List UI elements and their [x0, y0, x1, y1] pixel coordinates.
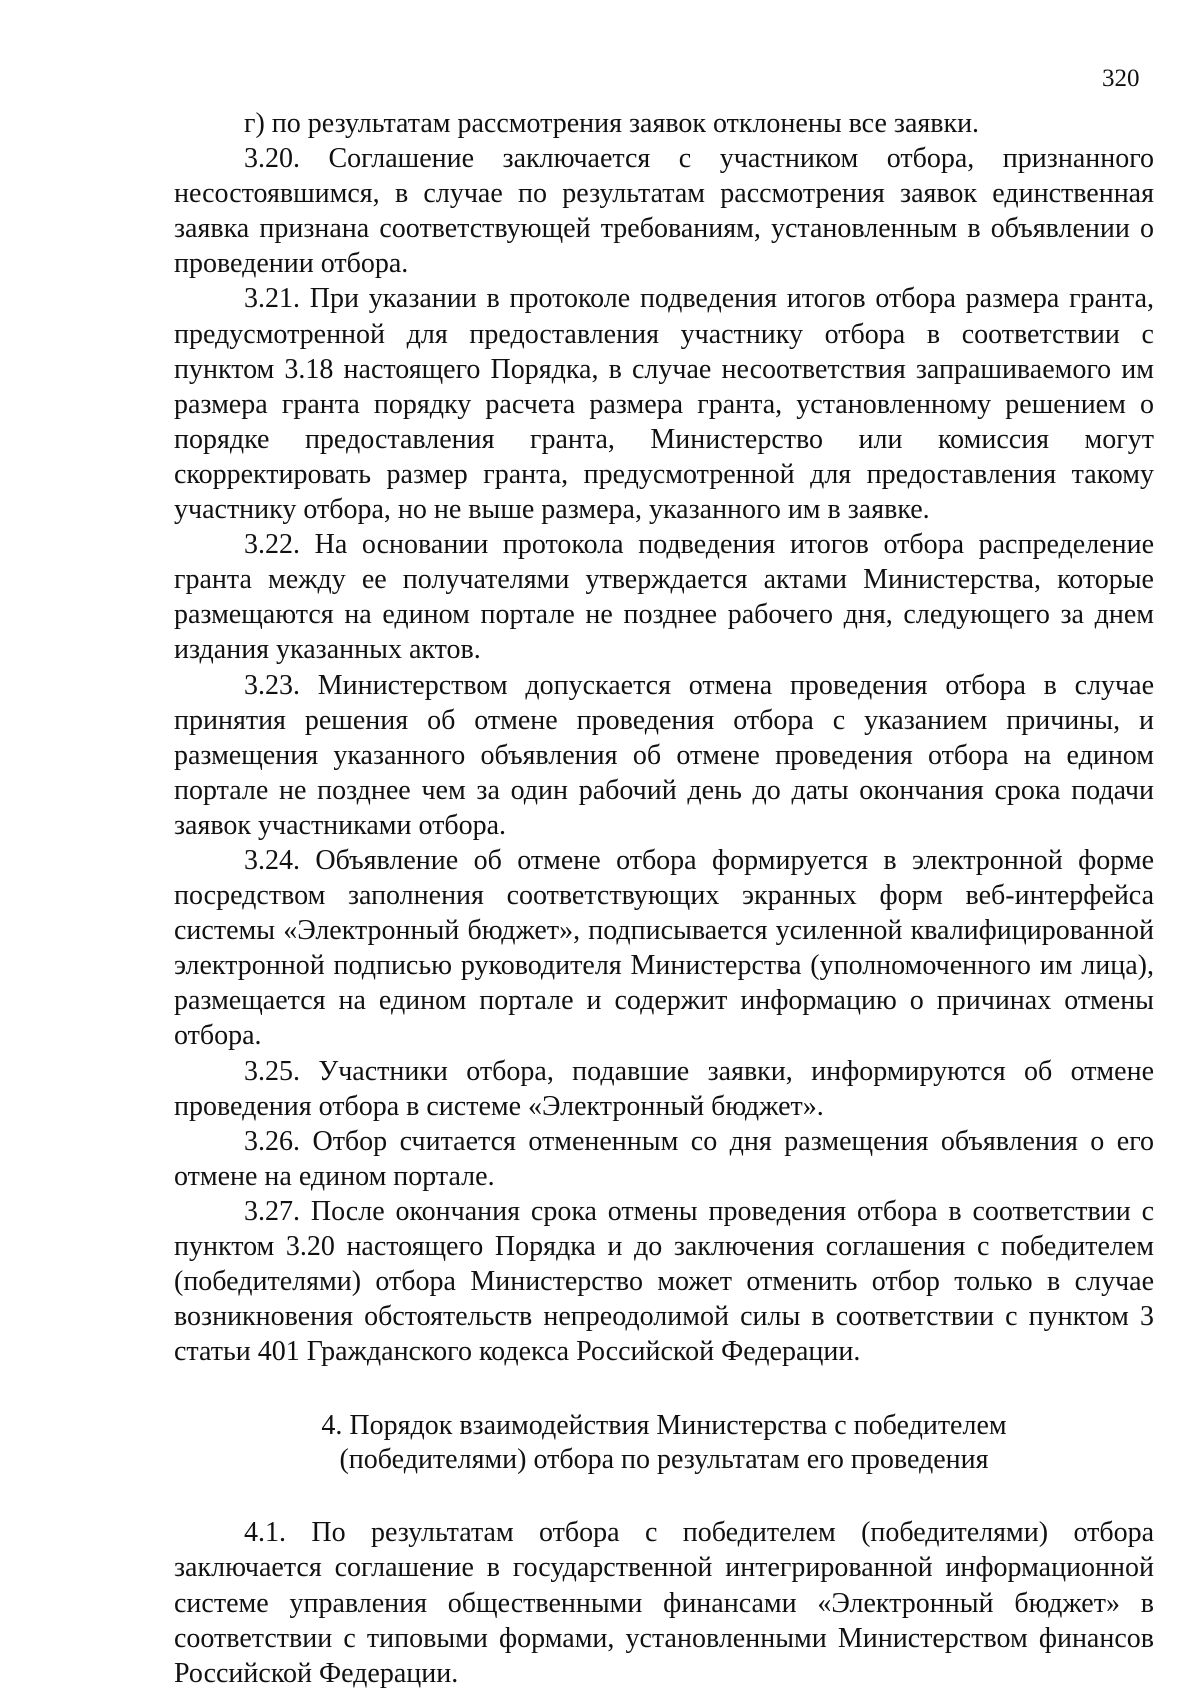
paragraph-3-21: 3.21. При указании в протоколе подведения итогов отбора размера гранта, предусмотренной для предоставления участнику отбора в соответствии с пунктом 3.18 настоящего Порядка, в случае несоответствия запрашиваемого им размера гранта порядку расчета размера гранта, установленному решением о порядке предоставления гранта, Министерство или комиссия могут скорректировать размер гранта, предусмотренной для предоставления такому участнику отбора, но не выше размера, указанного им в заявке.: [174, 283, 1154, 526]
paragraph-3-26: 3.26. Отбор считается отмененным со дня размещения объявления о его отмене на едином портале.: [174, 1125, 1154, 1192]
paragraph-4-1: 4.1. По результатам отбора с победителем (победителями) отбора заключается соглашение в государственной интегрированной информационной системе управления общественными финансами «Электронный бюджет» в соответствии с типовыми формами, установленными Министерством финансов Российской Федерации.: [174, 1517, 1154, 1689]
paragraph-3-20: 3.20. Соглашение заключается с участником отбора, признанного несостоявшимся, в случае по результатам рассмотрения заявок единственная заявка признана соответствующей требованиям, установленным в объявлении о проведении отбора.: [174, 143, 1154, 280]
paragraph-3-24: 3.24. Объявление об отмене отбора формируется в электронной форме посредством заполнения соответствующих экранных форм веб-интерфейса системы «Электронный бюджет», подписывается усиленной квалифицированной электронной подписью руководителя Министерства (уполномоченного им лица), размещается на едином портале и содержит информацию о причинах отмены отбора.: [174, 844, 1154, 1052]
paragraph-3-23: 3.23. Министерством допускается отмена проведения отбора в случае принятия решения об отмене проведения отбора с указанием причины, и размещения указанного объявления об отмене проведения отбора на едином портале не позднее чем за один рабочий день до даты окончания срока подачи заявок участниками отбора.: [174, 669, 1154, 841]
paragraph-3-25: 3.25. Участники отбора, подавшие заявки, информируются об отмене проведения отбора в системе «Электронный бюджет».: [174, 1055, 1154, 1122]
paragraph-3-27: 3.27. После окончания срока отмены проведения отбора в соответствии с пунктом 3.20 настоящего Порядка и до заключения соглашения с победителем (победителями) отбора Министерство может отменить отбор только в случае возникновения обстоятельств непреодолимой силы в соответствии с пунктом 3 статьи 401 Гражданского кодекса Российской Федерации.: [174, 1195, 1154, 1368]
section-heading-line-2: (победителями) отбора по результатам его проведения: [339, 1444, 989, 1476]
section-4-heading: [174, 1409, 1154, 1477]
paragraph-3-19-g: г) по результатам рассмотрения заявок отклонены все заявки.: [244, 108, 980, 139]
paragraph-3-22: 3.22. На основании протокола подведения итогов отбора распределение гранта между ее получателями утверждается актами Министерства, которые размещаются на едином портале не позднее рабочего дня, следующего за днем издания указанных актов.: [174, 529, 1154, 666]
page-number: 320: [1102, 65, 1140, 92]
section-heading-line-1: 4. Порядок взаимодействия Министерства с победителем: [321, 1410, 1007, 1442]
document-body: [174, 106, 1154, 1691]
